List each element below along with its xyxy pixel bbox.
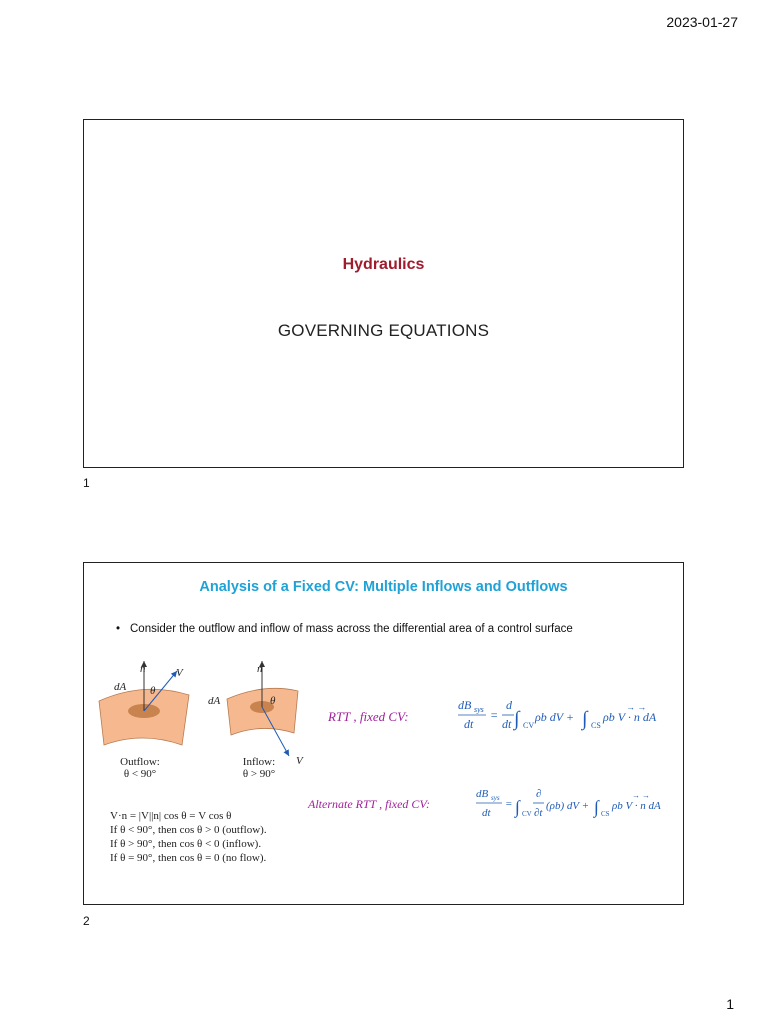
svg-text:ρb V · n dA: ρb V · n dA xyxy=(612,800,661,812)
svg-text:ρb V · n dA: ρb V · n dA xyxy=(603,710,657,724)
slide-1-title: Hydraulics xyxy=(342,256,425,273)
bullet-point xyxy=(116,623,573,635)
inflow-v-label: V xyxy=(296,755,303,767)
svg-text:dB: dB xyxy=(476,788,489,800)
bullet-text: Consider the outflow and inflow of mass across the differential area of a control surface xyxy=(130,623,573,635)
slide-2-title: Analysis of a Fixed CV: Multiple Inflows and Outflows xyxy=(199,579,568,595)
inflow-condition: θ > 90° xyxy=(242,768,276,780)
svg-text:CV: CV xyxy=(522,810,532,818)
inflow-theta-label: θ xyxy=(270,695,276,707)
slide-1-subtitle: GOVERNING EQUATIONS xyxy=(277,321,490,340)
rtt-formula xyxy=(456,695,681,737)
document-date: 2023-01-27 xyxy=(666,14,738,30)
svg-text:∂t: ∂t xyxy=(534,807,543,819)
svg-text:=: = xyxy=(505,798,513,810)
svg-text:CV: CV xyxy=(523,721,535,730)
svg-text:(ρb) dV +: (ρb) dV + xyxy=(546,800,590,812)
outflow-theta-label: θ xyxy=(150,685,156,697)
svg-text:CS: CS xyxy=(601,810,610,818)
equation-line: V·n = |V||n| cos θ = V cos θ xyxy=(110,810,232,822)
inflow-dA-label: dA xyxy=(208,695,221,707)
slide-2-number: 2 xyxy=(83,914,90,928)
outflow-label: Outflow: xyxy=(120,756,160,768)
slide-2 xyxy=(83,562,684,905)
bullet-icon: • xyxy=(116,623,121,635)
svg-text:sys: sys xyxy=(491,794,500,802)
outflow-condition: θ < 90° xyxy=(123,768,157,780)
svg-text:∫: ∫ xyxy=(582,708,588,730)
slide-1-number: 1 xyxy=(83,476,90,490)
svg-text:dB: dB xyxy=(458,698,472,712)
outflow-n-label: n xyxy=(140,663,146,675)
svg-text:∫: ∫ xyxy=(515,797,520,817)
slide-1 xyxy=(83,119,684,468)
control-surface-figure xyxy=(84,653,324,773)
inflow-caption xyxy=(234,756,284,780)
page-number: 1 xyxy=(726,996,734,1012)
svg-text:d: d xyxy=(506,698,512,712)
outflow-caption xyxy=(114,756,166,780)
svg-text:=: = xyxy=(490,708,499,722)
svg-text:dt: dt xyxy=(464,717,474,731)
svg-text:∂: ∂ xyxy=(536,788,542,800)
svg-text:dt: dt xyxy=(502,717,512,731)
inflow-n-label: n xyxy=(257,663,263,675)
outflow-dA-label: dA xyxy=(114,681,127,693)
svg-text:dt: dt xyxy=(482,807,491,819)
svg-text:ρb dV +: ρb dV + xyxy=(535,710,574,724)
inflow-label: Inflow: xyxy=(242,756,276,768)
dot-product-equations xyxy=(110,809,267,865)
svg-text:sys: sys xyxy=(474,705,484,714)
svg-text:CS: CS xyxy=(591,721,601,730)
equation-line: If θ > 90°, then cos θ < 0 (inflow). xyxy=(110,838,262,850)
rtt-label: RTT , fixed CV: xyxy=(328,709,409,724)
alt-rtt-formula xyxy=(474,785,679,827)
svg-text:∫: ∫ xyxy=(594,797,599,817)
equation-line: If θ = 90°, then cos θ = 0 (no flow). xyxy=(110,852,267,864)
alt-rtt-label: Alternate RTT , fixed CV: xyxy=(308,797,430,811)
svg-text:→ →: → → xyxy=(626,702,647,712)
svg-text:→ →: → → xyxy=(632,791,650,800)
outflow-v-label: V xyxy=(176,667,183,679)
equation-line: If θ < 90°, then cos θ > 0 (outflow). xyxy=(110,824,267,836)
svg-text:∫: ∫ xyxy=(514,708,520,730)
